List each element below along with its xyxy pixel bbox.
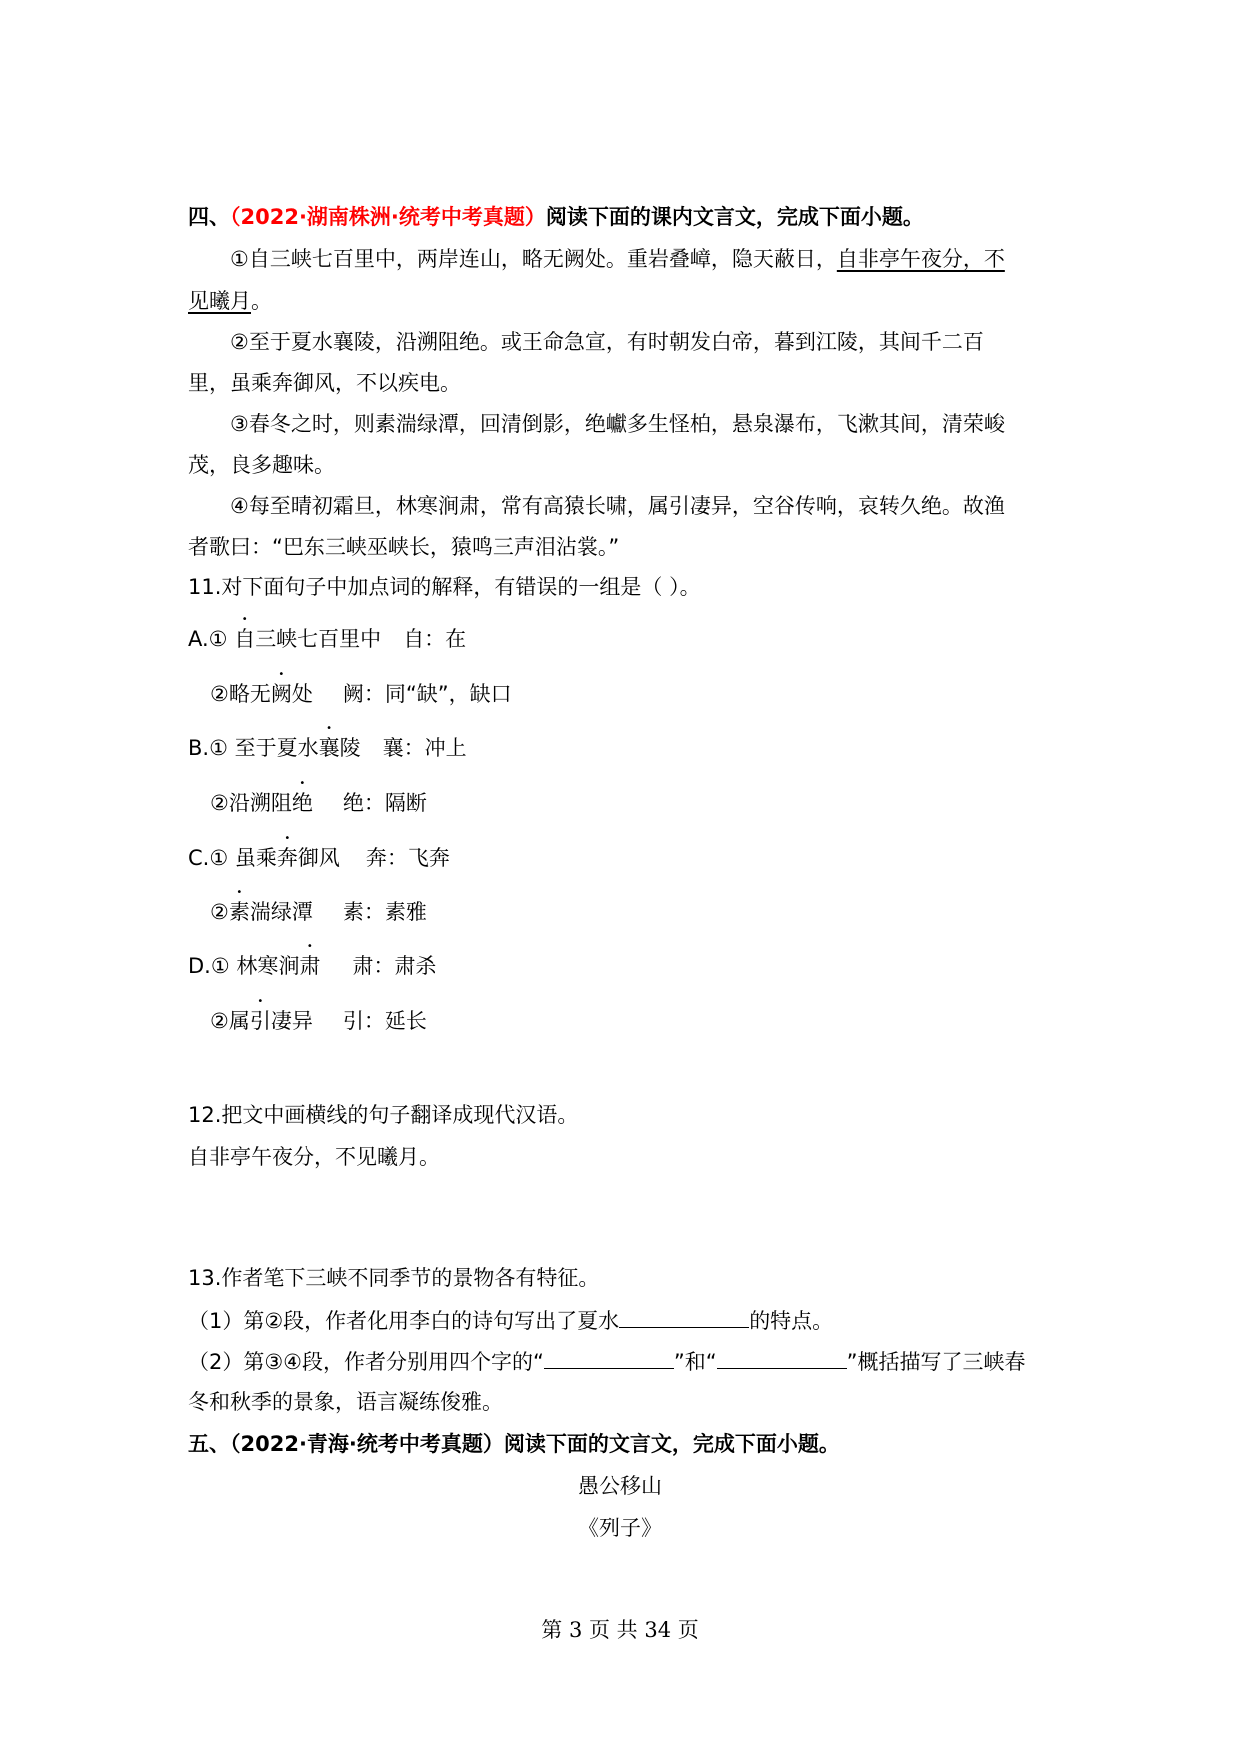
dotted-word: 奔 [276,846,298,870]
dotted-word: 阙 [270,682,292,706]
option-gloss: 奔：飞奔 [365,846,450,870]
answer-blank-2[interactable] [544,1346,674,1369]
dotted-word: 襄 [318,736,340,760]
option-text: 凄异 [270,1009,313,1033]
question-12-stem: 12.把文中画横线的句子翻译成现代汉语。 [188,1103,579,1127]
section-4-heading [188,202,924,232]
dotted-word: 素 [228,900,250,924]
passage-p3-line2: 茂，良多趣味。 [188,453,335,477]
question-13-part-2-line2: 冬和秋季的景象，语言凝练俊雅。 [188,1390,503,1414]
option-d-1 [188,951,436,981]
option-text: 湍绿潭 [249,900,313,924]
option-text: 至于夏水 [234,736,319,760]
option-gloss: 阙：同“缺”，缺口 [342,682,512,706]
passage-p1-line1 [230,244,1005,274]
question-13-part-2 [188,1346,1026,1377]
dotted-word: 引 [249,1009,271,1033]
answer-blank-3[interactable] [717,1346,847,1369]
option-prefix: B.① [188,736,235,760]
option-prefix: ② [210,682,229,706]
passage-p1-line2 [188,286,272,316]
option-prefix: ② [210,1009,229,1033]
passage-p2-line1: ②至于夏水襄陵，沿溯阻绝。或王命急宣，有时朝发白帝，暮到江陵，其间千二百 [230,330,984,354]
option-prefix: A.① [188,627,235,651]
question-text: （1）第②段，作者化用李白的诗句写出了夏水 [188,1309,620,1333]
passage-p2-line2: 里，虽乘奔御风，不以疾电。 [188,371,461,395]
option-text: 属 [228,1009,250,1033]
option-text: 处 [291,682,313,706]
option-a-1 [188,624,466,654]
option-text: 三峡七百里中 [255,627,382,651]
passage-p3-line1: ③春冬之时，则素湍绿潭，回清倒影，绝巘多生怪柏，悬泉瀑布，飞漱其间，清荣峻 [230,412,1005,436]
section-number: 四、 [188,205,230,229]
question-text: ”和“ [673,1350,717,1374]
option-prefix: ② [210,900,229,924]
dotted-word: 自 [234,627,256,651]
question-12-sentence: 自非亭午夜分，不见曦月。 [188,1145,440,1169]
option-text: 虽乘 [234,846,277,870]
option-b-1 [188,733,467,763]
question-13-stem: 13.作者笔下三峡不同季节的景物各有特征。 [188,1266,600,1290]
question-13-part-1 [188,1305,833,1336]
dotted-word: 绝 [291,791,313,815]
section-instruction: 阅读下面的课内文言文，完成下面小题。 [545,205,924,229]
question-source: （2022·湖南株洲·统考中考真题） [230,205,546,229]
option-text: 陵 [339,736,361,760]
question-text: ”概括描写了三峡春 [846,1350,1026,1374]
option-text: 林寒涧 [236,954,300,978]
passage-text: ①自三峡七百里中，两岸连山，略无阙处。重岩叠嶂，隐天蔽日， [230,247,837,271]
option-prefix: ② [210,791,229,815]
underlined-sentence-end: 见曦月 [188,289,251,313]
option-c-1 [188,843,450,873]
option-text: 略无 [228,682,271,706]
question-text: （2）第③④段，作者分别用四个字的“ [188,1350,544,1374]
option-gloss: 素：素雅 [342,900,427,924]
option-prefix: D.① [188,954,237,978]
question-11-stem: 11.对下面句子中加点词的解释，有错误的一组是（ ）。 [188,575,701,599]
option-gloss: 引：延长 [342,1009,427,1033]
question-text: 的特点。 [749,1309,834,1333]
option-text: 御风 [297,846,340,870]
option-c-2 [210,897,427,927]
section-5-heading: 五、（2022·青海·统考中考真题）阅读下面的文言文，完成下面小题。 [188,1432,840,1456]
option-gloss: 自：在 [403,627,467,651]
option-gloss: 襄：冲上 [382,736,467,760]
option-gloss: 绝：隔断 [342,791,427,815]
passage-p4-line2: 者歌曰：“巴东三峡巫峡长，猿鸣三声泪沾裳。” [188,535,620,559]
passage-author: 《列子》 [578,1516,662,1540]
option-b-2 [210,788,427,818]
answer-blank-1[interactable] [619,1305,749,1328]
passage-title: 愚公移山 [578,1474,662,1498]
page-number: 第 3 页 共 34 页 [541,1618,699,1642]
passage-text: 。 [251,289,272,313]
underlined-sentence: 自非亭午夜分，不 [836,247,1005,271]
option-d-2 [210,1006,427,1036]
dotted-word: 肃 [299,954,321,978]
option-a-2 [210,679,512,709]
option-prefix: C.① [188,846,235,870]
passage-p4-line1: ④每至晴初霜旦，林寒涧肃，常有高猿长啸，属引凄异，空谷传响，哀转久绝。故渔 [230,494,1005,518]
option-text: 沿溯阻 [228,791,292,815]
option-gloss: 肃：肃杀 [352,954,437,978]
